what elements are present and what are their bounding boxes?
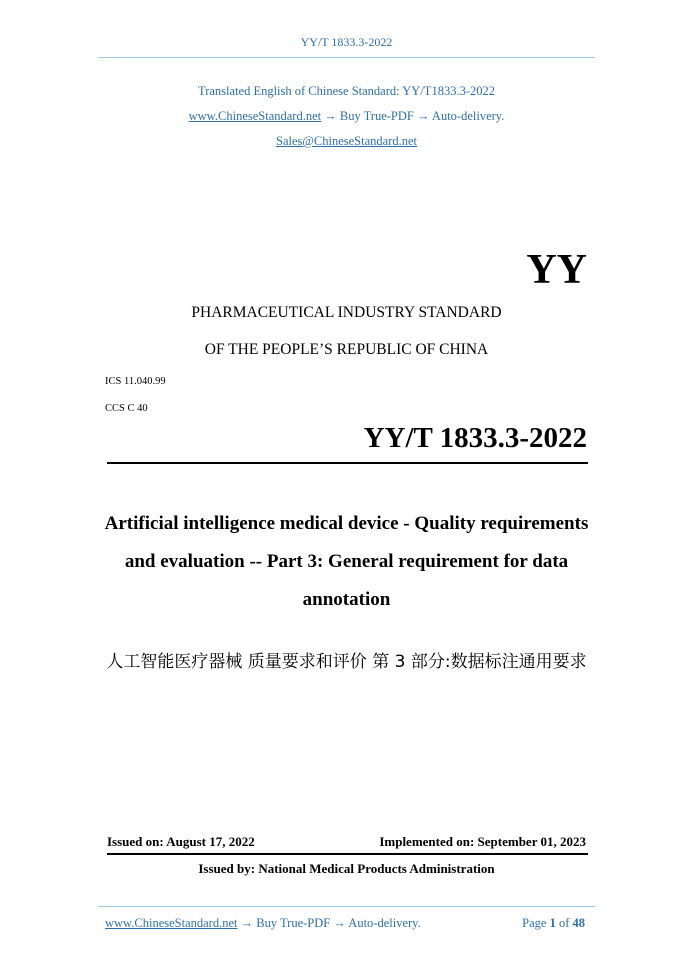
issued-on: Issued on: August 17, 2022 — [107, 834, 255, 849]
issued-by: Issued by: National Medical Products Administration — [198, 861, 495, 876]
standard-code: YY/T 1833.3-2022 — [363, 422, 587, 454]
page-number: 1 — [549, 916, 556, 930]
promo-line-2 — [0, 109, 693, 124]
standard-mark: YY — [526, 247, 587, 293]
email-link[interactable]: Sales@ChineseStandard.net — [276, 134, 417, 148]
title-line-2: and evaluation -- Part 3: General requirement for data — [124, 551, 569, 572]
promo-line-3 — [0, 134, 693, 149]
footer-promo-rest: → Buy True-PDF → Auto-delivery. — [237, 916, 421, 930]
code-rule — [107, 462, 588, 464]
implemented-on: Implemented on: September 01, 2023 — [379, 834, 586, 849]
running-header: YY/T 1833.3-2022 — [300, 35, 393, 49]
header-rule — [98, 57, 595, 58]
site-link[interactable]: www.ChineseStandard.net — [188, 109, 322, 123]
of-label: of — [558, 916, 570, 930]
footer-rule — [98, 906, 595, 907]
footer-promo — [105, 916, 421, 931]
chinese-title: 人工智能医疗器械 质量要求和评价 第 3 部分:数据标注通用要求 — [106, 652, 587, 672]
title-line-3: annotation — [302, 589, 391, 610]
page-total: 48 — [572, 916, 585, 930]
promo-line-1: Translated English of Chinese Standard: YY/T1833.3-2022 — [198, 84, 495, 98]
ccs-code: CCS C 40 — [105, 403, 148, 414]
page-label: Page — [522, 916, 547, 930]
industry-line-1: PHARMACEUTICAL INDUSTRY STANDARD — [191, 304, 502, 321]
footer-site-link[interactable]: www.ChineseStandard.net — [105, 916, 238, 930]
dates-rule — [107, 853, 588, 855]
page-indicator — [522, 916, 585, 931]
title-line-1: Artificial intelligence medical device - Quality requirements — [104, 513, 589, 534]
industry-line-2: OF THE PEOPLE’S REPUBLIC OF CHINA — [204, 341, 489, 358]
ics-code: ICS 11.040.99 — [105, 376, 166, 387]
promo-line-2-rest: → Buy True-PDF → Auto-delivery. — [321, 109, 505, 123]
